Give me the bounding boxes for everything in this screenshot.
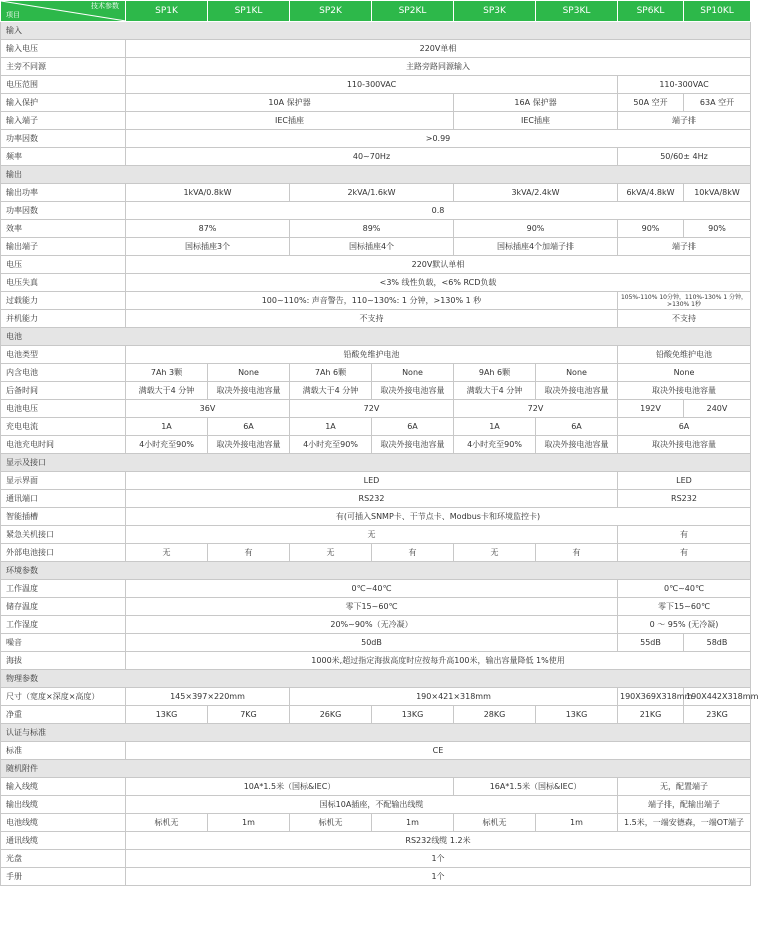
row-label: 频率 [1,148,126,166]
value-cell: 40~70Hz [126,148,618,166]
value-cell: None [372,364,454,382]
model-header: SP6KL [618,1,684,22]
table-row [1,58,751,76]
table-row [1,256,751,274]
value-cell: 国标插座4个加端子排 [454,238,618,256]
value-cell: 87% [126,220,290,238]
table-row [1,94,751,112]
model-header: SP1K [126,1,208,22]
value-cell: 取决外接电池容量 [208,436,290,454]
value-cell: 标机无 [290,814,372,832]
table-row [1,814,751,832]
table-row [1,202,751,220]
value-cell: 100~110%: 声音警告，110~130%: 1 分钟，>130% 1 秒 [126,292,618,310]
value-cell: 1个 [126,868,751,886]
value-cell: RS232线缆 1.2米 [126,832,751,850]
value-cell: 无 [454,544,536,562]
table-row [1,490,751,508]
value-cell: 取决外接电池容量 [618,382,751,400]
value-cell: 36V [126,400,290,418]
value-cell: RS232 [126,490,618,508]
value-cell: 6A [208,418,290,436]
header-corner-bottom: 项目 [6,11,20,19]
table-row [1,112,751,130]
model-header: SP3K [454,1,536,22]
value-cell: 有 [372,544,454,562]
model-header: SP2K [290,1,372,22]
row-label: 噪音 [1,634,126,652]
row-label: 工作湿度 [1,616,126,634]
table-row [1,652,751,670]
value-cell: 1A [454,418,536,436]
section-row [1,22,751,40]
value-cell: 220V默认单相 [126,256,751,274]
value-cell: 1000米,超过指定海拔高度时应按每升高100米，输出容量降低 1%使用 [126,652,751,670]
value-cell: 55dB [618,634,684,652]
row-label: 净重 [1,706,126,724]
value-cell: 标机无 [454,814,536,832]
value-cell: 4小时充至90% [454,436,536,454]
table-row [1,868,751,886]
row-label: 输入保护 [1,94,126,112]
row-label: 智能插槽 [1,508,126,526]
value-cell: 取决外接电池容量 [536,436,618,454]
row-label: 尺寸（宽度×深度×高度） [1,688,126,706]
row-label: 工作温度 [1,580,126,598]
model-header: SP10KL [684,1,751,22]
value-cell: 国标10A插座，不配输出线缆 [126,796,618,814]
value-cell: 取决外接电池容量 [208,382,290,400]
value-cell: LED [126,472,618,490]
value-cell: 192V [618,400,684,418]
value-cell: None [536,364,618,382]
value-cell: 190X442X318mm [684,688,751,706]
value-cell: 有 [208,544,290,562]
value-cell: 6A [372,418,454,436]
row-label: 输入线缆 [1,778,126,796]
value-cell: 无 [126,526,618,544]
value-cell: 3kVA/2.4kW [454,184,618,202]
row-label: 电压 [1,256,126,274]
row-label: 电池充电时间 [1,436,126,454]
value-cell: 0.8 [126,202,751,220]
value-cell: 90% [618,220,684,238]
row-label: 显示界面 [1,472,126,490]
value-cell: 无，配置端子 [618,778,751,796]
value-cell: 0℃~40℃ [126,580,618,598]
row-label: 光盘 [1,850,126,868]
value-cell: 63A 空开 [684,94,751,112]
value-cell: 16A*1.5米（国标&IEC） [454,778,618,796]
table-row [1,634,751,652]
value-cell: 110-300VAC [618,76,751,94]
value-cell: 7Ah 6颗 [290,364,372,382]
value-cell: 6A [618,418,751,436]
value-cell: 105%-110% 10分钟，110%-130% 1 分钟，>130% 1秒 [618,292,751,310]
value-cell: 满载大于4 分钟 [126,382,208,400]
table-row [1,436,751,454]
row-label: 通讯端口 [1,490,126,508]
row-label: 输出线缆 [1,796,126,814]
row-label: 后备时间 [1,382,126,400]
value-cell: 1.5米，一端安德森，一端OT端子 [618,814,751,832]
table-row [1,148,751,166]
value-cell: 铅酸免维护电池 [126,346,618,364]
table-row [1,616,751,634]
value-cell: 标机无 [126,814,208,832]
row-label: 海拔 [1,652,126,670]
table-row [1,706,751,724]
value-cell: 取决外接电池容量 [372,382,454,400]
value-cell: 110-300VAC [126,76,618,94]
table-row [1,220,751,238]
value-cell: 4小时充至90% [290,436,372,454]
value-cell: 端子排 [618,112,751,130]
value-cell: 72V [290,400,454,418]
value-cell: 7Ah 3颗 [126,364,208,382]
row-label: 储存温度 [1,598,126,616]
row-label: 效率 [1,220,126,238]
section-title: 电池 [1,328,751,346]
value-cell: 240V [684,400,751,418]
value-cell: 16A 保护器 [454,94,618,112]
value-cell: 23KG [684,706,751,724]
row-label: 标准 [1,742,126,760]
value-cell: None [208,364,290,382]
value-cell: 零下15~60℃ [126,598,618,616]
value-cell: RS232 [618,490,751,508]
value-cell: LED [618,472,751,490]
value-cell: 端子排，配输出端子 [618,796,751,814]
value-cell: 26KG [290,706,372,724]
table-row [1,130,751,148]
value-cell: 满载大于4 分钟 [290,382,372,400]
section-row [1,562,751,580]
value-cell: 145×397×220mm [126,688,290,706]
value-cell: 10A 保护器 [126,94,454,112]
section-row [1,328,751,346]
table-row [1,40,751,58]
value-cell: 21KG [618,706,684,724]
value-cell: CE [126,742,751,760]
value-cell: 2kVA/1.6kW [290,184,454,202]
table-row [1,598,751,616]
table-row [1,796,751,814]
value-cell: >0.99 [126,130,751,148]
table-row [1,580,751,598]
table-row [1,76,751,94]
value-cell: 1A [126,418,208,436]
row-label: 过载能力 [1,292,126,310]
value-cell: IEC插座 [126,112,454,130]
value-cell: 190×421×318mm [290,688,618,706]
value-cell: 零下15~60℃ [618,598,751,616]
row-label: 电池线缆 [1,814,126,832]
value-cell: 220V单相 [126,40,751,58]
value-cell: 1m [208,814,290,832]
value-cell: 13KG [536,706,618,724]
row-label: 功率因数 [1,202,126,220]
row-label: 输出功率 [1,184,126,202]
value-cell: 72V [454,400,618,418]
model-header: SP1KL [208,1,290,22]
value-cell: 13KG [126,706,208,724]
value-cell: 90% [684,220,751,238]
value-cell: 4小时充至90% [126,436,208,454]
value-cell: 有 [618,544,751,562]
header-row [1,1,751,22]
value-cell: 有(可插入SNMP卡、干节点卡、Modbus卡和环境监控卡) [126,508,751,526]
section-row [1,454,751,472]
value-cell: 89% [290,220,454,238]
value-cell: 不支持 [618,310,751,328]
value-cell: <3% 线性负载，<6% RCD负载 [126,274,751,292]
row-label: 外部电池接口 [1,544,126,562]
row-label: 内含电池 [1,364,126,382]
table-row [1,418,751,436]
row-label: 充电电流 [1,418,126,436]
section-title: 环境参数 [1,562,751,580]
row-label: 输出端子 [1,238,126,256]
section-row [1,166,751,184]
row-label: 主旁不同源 [1,58,126,76]
row-label: 电池电压 [1,400,126,418]
model-header: SP2KL [372,1,454,22]
value-cell: 铅酸免维护电池 [618,346,751,364]
row-label: 功率因数 [1,130,126,148]
table-row [1,310,751,328]
value-cell: IEC插座 [454,112,618,130]
value-cell: 满载大于4 分钟 [454,382,536,400]
section-row [1,670,751,688]
table-row [1,238,751,256]
value-cell: 取决外接电池容量 [536,382,618,400]
value-cell: 58dB [684,634,751,652]
value-cell: 不支持 [126,310,618,328]
table-row [1,292,751,310]
table-row [1,526,751,544]
table-row [1,508,751,526]
value-cell: 28KG [454,706,536,724]
table-row [1,400,751,418]
row-label: 电池类型 [1,346,126,364]
table-row [1,850,751,868]
table-row [1,742,751,760]
value-cell: 90% [454,220,618,238]
table-row [1,688,751,706]
value-cell: 1A [290,418,372,436]
row-label: 电压范围 [1,76,126,94]
table-row [1,472,751,490]
section-row [1,760,751,778]
value-cell: 国标插座4个 [290,238,454,256]
table-row [1,382,751,400]
row-label: 输入端子 [1,112,126,130]
model-header: SP3KL [536,1,618,22]
table-row [1,274,751,292]
section-title: 输入 [1,22,751,40]
value-cell: 1m [372,814,454,832]
value-cell: 50/60± 4Hz [618,148,751,166]
value-cell: 6A [536,418,618,436]
value-cell: 有 [536,544,618,562]
value-cell: 10kVA/8kW [684,184,751,202]
value-cell: 190X369X318mm [618,688,684,706]
value-cell: 无 [290,544,372,562]
value-cell: 1个 [126,850,751,868]
value-cell: 0 ～ 95% (无冷凝) [618,616,751,634]
section-title: 认证与标准 [1,724,751,742]
row-label: 并机能力 [1,310,126,328]
section-title: 随机附件 [1,760,751,778]
value-cell: 有 [618,526,751,544]
value-cell: 1m [536,814,618,832]
value-cell: 6kVA/4.8kW [618,184,684,202]
row-label: 电压失真 [1,274,126,292]
table-row [1,364,751,382]
value-cell: 50A 空开 [618,94,684,112]
row-label: 输入电压 [1,40,126,58]
table-row [1,544,751,562]
table-row [1,778,751,796]
header-corner-top: 技术参数 [91,2,119,10]
section-title: 输出 [1,166,751,184]
value-cell: 无 [126,544,208,562]
table-row [1,184,751,202]
value-cell: 主路旁路同源输入 [126,58,751,76]
value-cell: 7KG [208,706,290,724]
table-row [1,832,751,850]
section-row [1,724,751,742]
row-label: 手册 [1,868,126,886]
value-cell: 13KG [372,706,454,724]
section-title: 显示及接口 [1,454,751,472]
value-cell: 0℃~40℃ [618,580,751,598]
value-cell: 端子排 [618,238,751,256]
value-cell: 取决外接电池容量 [372,436,454,454]
section-title: 物理参数 [1,670,751,688]
value-cell: 20%~90%（无冷凝） [126,616,618,634]
value-cell: 10A*1.5米（国标&IEC） [126,778,454,796]
value-cell: 9Ah 6颗 [454,364,536,382]
value-cell: 1kVA/0.8kW [126,184,290,202]
value-cell: 取决外接电池容量 [618,436,751,454]
value-cell: 50dB [126,634,618,652]
table-row [1,346,751,364]
row-label: 通讯线缆 [1,832,126,850]
header-corner-cell [1,1,126,22]
value-cell: 国标插座3个 [126,238,290,256]
row-label: 紧急关机接口 [1,526,126,544]
value-cell: None [618,364,751,382]
